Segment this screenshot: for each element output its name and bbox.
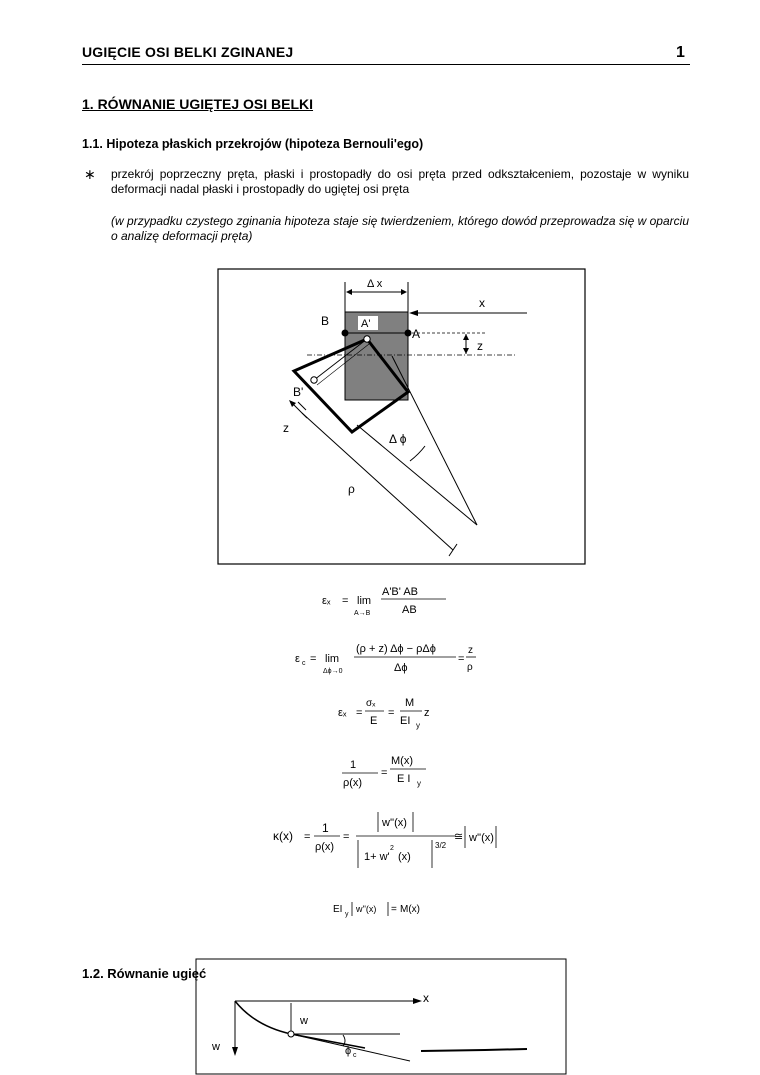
subsection-title-2: 1.2. Równanie ugięć [82,966,207,981]
svg-text:2: 2 [390,845,394,852]
svg-text:AB: AB [402,604,417,616]
fig2-label-phi: ϕ [345,1045,352,1057]
svg-text:κ(x): κ(x) [273,829,293,843]
fig2-label-w: w [300,1015,308,1027]
svg-text:=: = [356,707,363,719]
svg-text:(ρ + z) Δϕ − ρΔϕ: (ρ + z) Δϕ − ρΔϕ [356,643,436,655]
equation-beam-deflection [333,902,420,918]
svg-text:=: = [342,595,349,607]
svg-text:ρ(x): ρ(x) [343,777,363,789]
fig2-w-arrow [232,1047,238,1056]
section-title: 1. RÓWNANIE UGIĘTEJ OSI BELKI [82,96,314,112]
svg-text:y: y [416,721,420,730]
label-dphi: Δ ϕ [389,432,407,446]
svg-text:z: z [424,707,430,719]
svg-text:E I: E I [397,773,411,785]
svg-text:w''(x): w''(x) [382,817,407,829]
svg-text:=: = [458,653,465,665]
label-A-prime: A' [361,318,371,330]
svg-text:(x): (x) [398,851,411,863]
fig2-label-w-axis: w [212,1041,220,1053]
bullet-text: przekrój poprzeczny pręta, płaski i prostopadły do osi pręta przed odkształceniem, pozostaje w wyniku deformacji nadal płaski i prostopadły do ugiętej osi pręta [111,167,689,196]
svg-text:=: = [391,904,397,915]
svg-text:=: = [388,707,395,719]
label-B-prime: B' [293,385,304,399]
svg-text:M: M [405,697,415,709]
svg-text:ε: ε [295,653,300,665]
equations-block [260,578,540,928]
label-B: B [321,314,330,328]
svg-text:EI: EI [333,904,343,915]
svg-text:y: y [417,779,421,788]
fig2-x-arrow [413,998,422,1004]
label-z-rot: z [283,421,289,435]
svg-text:w''(x): w''(x) [356,904,377,914]
svg-text:Δϕ: Δϕ [394,662,408,674]
fig2-label-x: x [423,991,429,1005]
svg-text:c: c [302,660,306,667]
header-rule [82,64,690,65]
fig2-label-phi-sub: c [353,1052,357,1059]
svg-text:=: = [304,831,311,843]
label-A: A [412,327,421,341]
svg-text:εₓ: εₓ [338,707,347,719]
svg-text:ρ: ρ [467,662,473,673]
subsection-title: 1.1. Hipoteza płaskich przekrojów (hipoteza Bernouli'ego) [82,137,424,151]
svg-text:lim: lim [325,653,340,665]
svg-text:=: = [343,831,350,843]
svg-text:1: 1 [350,759,357,771]
bullet-icon: ∗ [84,166,96,182]
equation-hooke [338,697,430,730]
label-dx: Δ x [367,278,383,290]
svg-text:y: y [345,911,349,918]
point-A [405,330,412,337]
svg-text:A→B: A→B [354,610,371,617]
svg-text:1: 1 [322,821,329,835]
svg-text:z: z [468,645,473,656]
svg-text:εₓ: εₓ [322,595,331,607]
note-text: (w przypadku czystego zginania hipoteza staje się twierdzeniem, którego dowód przeprowadza się w oparciu o analizę deformacji pręta) [111,214,689,243]
point-B [342,330,349,337]
equation-curvature [342,755,426,789]
svg-text:M(x): M(x) [400,904,420,915]
svg-text:σₓ: σₓ [366,698,376,709]
svg-text:A'B' AB: A'B' AB [382,586,418,598]
svg-text:lim: lim [357,595,372,607]
point-B-prime [311,377,317,383]
svg-text:w''(x): w''(x) [469,832,494,844]
deflection-curve-right [421,1049,527,1051]
page-number: 1 [676,44,685,61]
fig2-point [288,1031,294,1037]
svg-text:3/2: 3/2 [435,841,447,850]
label-z: z [477,339,483,353]
svg-text:M(x): M(x) [391,755,413,767]
svg-text:≅: ≅ [454,831,464,843]
equation-curvature-exact [273,812,496,868]
svg-text:EI: EI [400,715,411,727]
svg-text:=: = [310,653,317,665]
svg-text:1+ w': 1+ w' [364,851,390,863]
label-x: x [479,296,485,310]
figure-plane-sections [217,268,586,565]
svg-text:=: = [381,767,388,779]
label-rho: ρ [348,482,355,496]
svg-text:ρ(x): ρ(x) [315,841,335,853]
equation-strain-limit [322,586,446,617]
page-header-title: UGIĘCIE OSI BELKI ZGINANEJ [82,44,294,60]
svg-text:E: E [370,715,378,727]
figure-deflection [195,958,567,1075]
equation-strain-rho [295,643,476,675]
svg-text:Δϕ→0: Δϕ→0 [323,668,343,675]
point-A-prime [364,336,370,342]
